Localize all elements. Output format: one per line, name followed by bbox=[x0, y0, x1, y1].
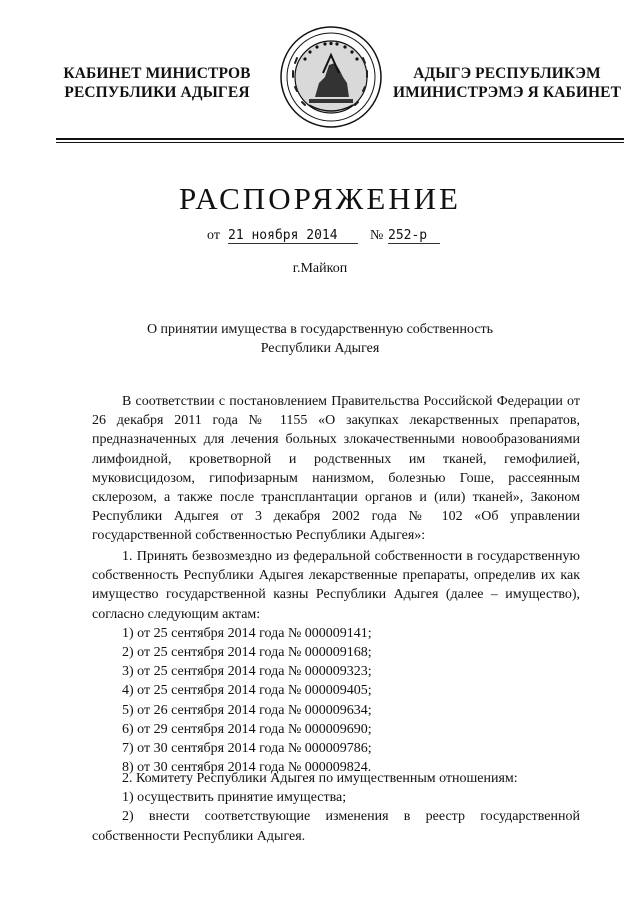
document-date: 21 ноября 2014 bbox=[228, 228, 358, 244]
item-1-text: 1. Принять безвозмездно из федеральной собственности в государственную собственность Республики Адыгея лекарственные препараты, определив их как имущество государственной казны Республики Адыгея (далее – имущество), согласно следующим актам: bbox=[92, 549, 580, 622]
preamble-text: В соответствии с постановлением Правительства Российской Федерации от 26 декабря 2011 года № 1155 «О закупках лекарственных препаратов, предназначенных для лечения больных злокачественными новообразованиями лимфоидной, кроветворной и родственных им тканей, гемофилией, муковисцидозом, гипофизарным нанизмом, болезнью Гоше, рассеянным склерозом, а также после трансплантации органов и (или) тканей», Законом Республики Адыгея от 3 декабря 2002 года № 102 «Об управлении государственной собственностью Республики Адыгея»: bbox=[92, 394, 580, 544]
list-item: 8) от 30 сентября 2014 года № 000009824. bbox=[122, 760, 372, 776]
coat-of-arms-emblem bbox=[279, 25, 383, 129]
date-label: от bbox=[207, 228, 220, 243]
document-number: 252-р bbox=[388, 228, 440, 244]
document-title: РАСПОРЯЖЕНИЕ bbox=[179, 181, 461, 216]
preamble-paragraph bbox=[92, 392, 580, 546]
item-1-section bbox=[92, 547, 580, 777]
item-2-section bbox=[92, 769, 580, 846]
subject-line-1: О принятии имущества в государственную собственность bbox=[146, 322, 494, 337]
acts-list bbox=[92, 624, 580, 778]
header-rule-thin bbox=[56, 142, 624, 143]
list-item: 4) от 25 сентября 2014 года № 000009405; bbox=[122, 683, 372, 699]
list-item: 3) от 25 сентября 2014 года № 000009323; bbox=[122, 664, 372, 680]
item-2-text: 2. Комитету Республики Адыгея по имущественным отношениям: bbox=[122, 771, 518, 786]
header-right-line-1: АДЫГЭ РЕСПУБЛИКЭМ bbox=[413, 65, 601, 82]
list-item: 1) от 25 сентября 2014 года № 000009141; bbox=[122, 625, 372, 641]
document-subject bbox=[0, 320, 640, 358]
list-item: 5) от 26 сентября 2014 года № 000009634; bbox=[122, 702, 372, 718]
header-left-line-2: РЕСПУБЛИКИ АДЫГЕЯ bbox=[64, 84, 250, 101]
place-of-issue: г.Майкоп bbox=[292, 261, 348, 276]
header-right-line-2: ИМИНИСТРЭМЭ Я КАБИНЕТ bbox=[392, 84, 622, 101]
list-item: 2) от 25 сентября 2014 года № 000009168; bbox=[122, 645, 372, 661]
header-left bbox=[62, 64, 252, 102]
header-right bbox=[392, 64, 622, 102]
item-2-sub-2: 2) внести соответствующие изменения в реестр государственной собственности Республики Адыгея. bbox=[92, 809, 580, 844]
list-item: 7) от 30 сентября 2014 года № 000009786; bbox=[122, 741, 372, 757]
number-label: № bbox=[370, 228, 384, 243]
header-left-line-1: КАБИНЕТ МИНИСТРОВ bbox=[63, 65, 251, 82]
header-rule-thick bbox=[56, 138, 624, 140]
subject-line-2: Республики Адыгея bbox=[260, 341, 380, 356]
item-2-sub-1: 1) осуществить принятие имущества; bbox=[122, 790, 347, 806]
list-item: 6) от 29 сентября 2014 года № 000009690; bbox=[122, 721, 372, 737]
